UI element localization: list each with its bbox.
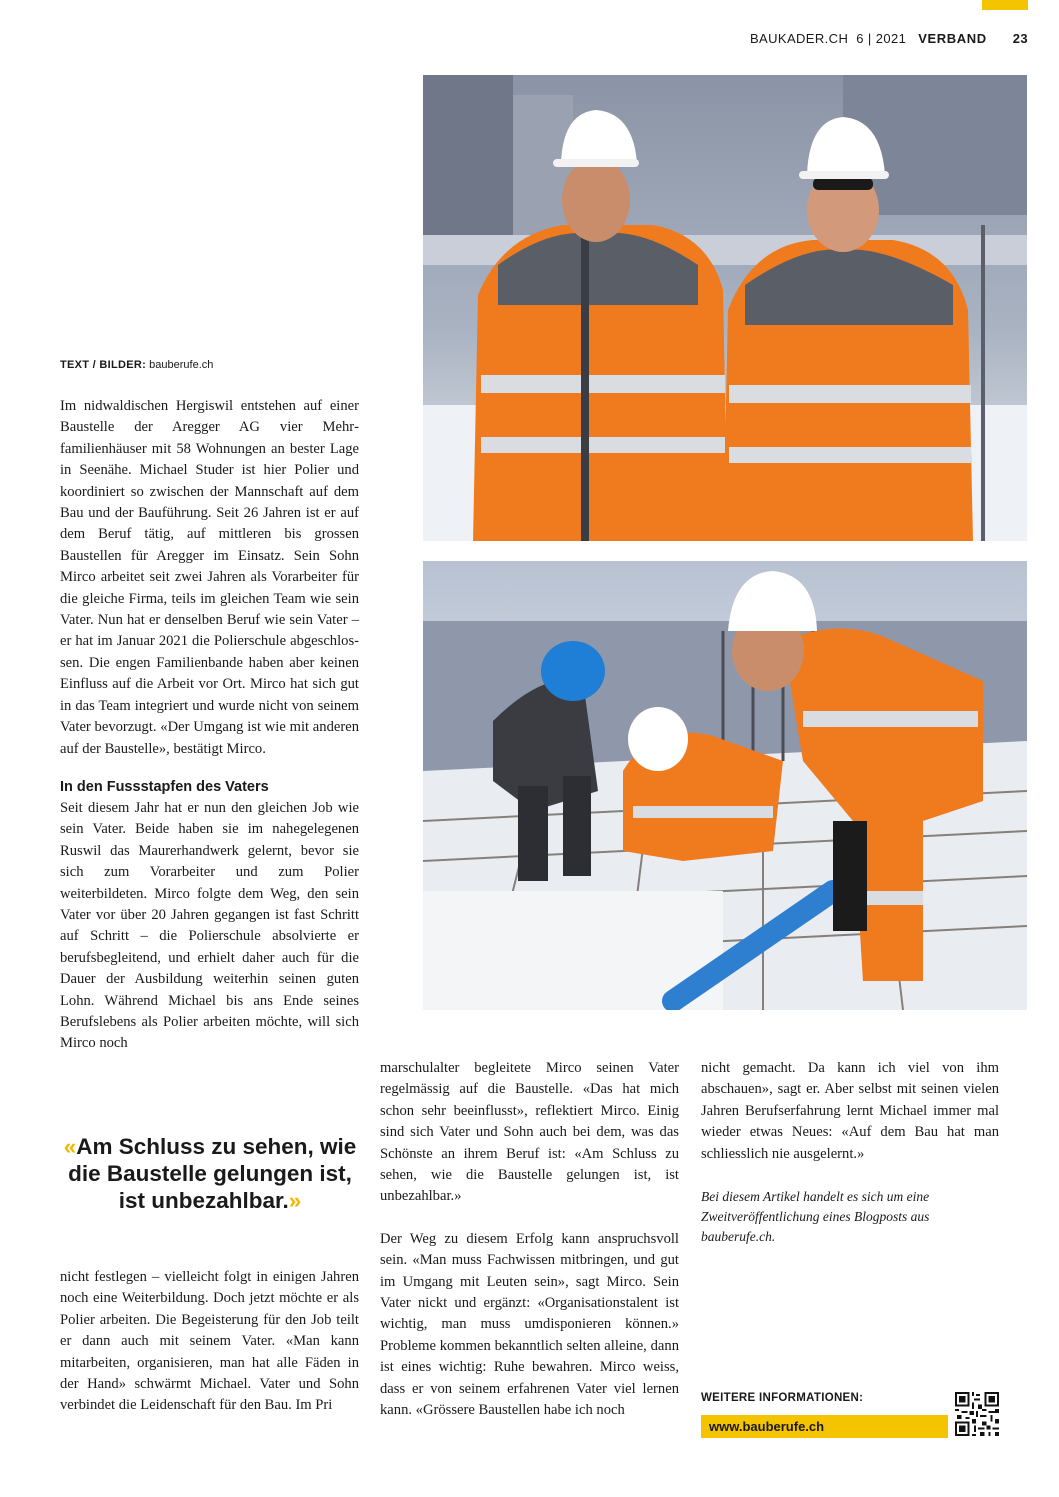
article-column-3: [701, 1058, 999, 1165]
republication-note: Bei diesem Artikel handelt es sich um eine Zweitveröffentlichung eines Blogposts aus bauberufe.ch.: [701, 1189, 930, 1244]
quote-text: Am Schluss zu sehen, wie die Baustelle gelungen ist, ist unbezahlbar.: [68, 1134, 357, 1213]
website-link[interactable]: www.bauberufe.ch: [701, 1415, 948, 1438]
photo-top-workers: [423, 75, 1027, 541]
section-color-tab: [982, 0, 1028, 10]
section-subheading: In den Fussstapfen des Vaters: [60, 778, 269, 795]
credit-value: bauberufe.ch: [149, 359, 214, 371]
qr-code-icon[interactable]: [955, 1392, 999, 1436]
article-column-1-continued: [60, 1267, 359, 1417]
pull-quote: [62, 1133, 358, 1214]
photo-credit: [60, 359, 213, 371]
photo-bottom-plan-inspection: [423, 561, 1027, 1010]
quote-open-mark: «: [63, 1134, 77, 1159]
more-info-label: WEITERE INFORMATIONEN:: [701, 1392, 864, 1404]
section-title: VERBAND: [918, 31, 987, 46]
publication-name: BAUKADER.CH: [749, 31, 849, 46]
page-number: 23: [1012, 31, 1028, 46]
body-paragraph: Seit diesem Jahr hat er nun den gleichen Job wie sein Vater. Beide haben sie im nahegelegenen Ruswil das Maurerhandwerk gelernt, bevor sie sich zum Vorarbeiter und zum Polier weiterbildeten. Mirco folgte dem Weg, den sein Vater vor über 20 Jahren gegangen ist fast Schritt auf Schritt – die Polierschule absolvierte er berufsbegleitend, und erhielt daher auch für die Dauer der Ausbildung weiterhin seinen guten Lohn. Während Michael bis ans Ende seines Berufslebens als Polier arbeiten möchte, will sich Mirco noch: [60, 799, 359, 1052]
body-paragraph: nicht gemacht. Da kann ich viel von ihm abschauen», sagt er. Aber selbst mit seinen vielen Jahren Berufserfahrung lernt Michael immer mal wieder etwas Neues: «Auf dem Bau hat man schliesslich nie ausgelernt.»: [701, 1060, 999, 1162]
intro-paragraph: Im nidwaldischen Hergiswil entstehen auf einer Baustelle der Aregger AG vier Mehrfamilienhäuser mit 58 Wohnungen an bester Lage in Seenähe. Michael Studer ist hier Polier und koordiniert so zwischen der Mannschaft auf dem Bau und der Bauführung. Seit 26 Jahren ist er auf dem Beruf tätig, auf mittleren bis grossen Baustellen für Aregger im Einsatz. Sein Sohn Mirco arbeitet seit zwei Jahren als Vorarbeiter für die gleiche Firma, teils im gleichen Team wie sein Vater. Nun hat er denselben Beruf wie sein Vater – er hat im Januar 2021 die Polierschule abgeschlossen. Die engen Familienbande haben aber keinen Einfluss auf die Arbeit vor Ort. Mirco hat sich gut in das Team integriert und wurde nicht von seinem Vater bevorzugt. «Der Umgang ist wie mit anderen auf der Baustelle», bestätigt Mirco.: [60, 398, 359, 757]
two-workers-in-orange-safety-jackets-photo: [423, 75, 1027, 541]
body-paragraph: Der Weg zu diesem Erfolg kann anspruchsvoll sein. «Man muss Fachwissen mitbringen, und gut im Umgang mit Leuten sein», sagt Mirco. Sein Vater nickt und ergänzt: «Organisationstalent ist wichtig, man muss umdisponieren können.» Probleme kommen bekanntlich selten alleine, dann ist eines wichtig: Ruhe bewahren. Mirco weiss, dass er von seinem erfahrenen Vater viel lernen kann. «Grössere Baustellen habe ich noch: [380, 1230, 679, 1419]
article-column-2: [380, 1058, 679, 1422]
page-header: [700, 31, 1028, 46]
quote-close-mark: »: [288, 1188, 302, 1213]
issue-number: 6 | 2021: [856, 31, 907, 46]
credit-label: TEXT / BILDER:: [60, 359, 147, 371]
workers-inspecting-plan-on-rebar-photo: [423, 561, 1027, 1010]
article-column-1: [60, 396, 359, 1055]
body-paragraph: marschulalter begleitete Mirco seinen Vater regelmässig auf die Baustelle. «Das hat mich schon sehr beeinflusst», reflektiert Mirco. Einig sind sich Vater und Sohn auch bei dem, was das Schönste an ihrem Beruf ist: «Am Schluss zu sehen, wie die Baustelle gelungen ist, ist unbezahlbar.»: [380, 1060, 679, 1205]
body-paragraph-continued: nicht festlegen – vielleicht folgt in einigen Jahren noch eine Weiterbildung. Doch jetzt möchte er als Polier arbeiten. Die Begeisterung für den Job teilt er dann auch mit seinem Vater. «Man kann mitarbeiten, organisieren, man hat alle Fäden in der Hand» schwärmt Michael. Vater und Sohn verbindet die Leidenschaft für den Bau. Im Pri: [60, 1269, 359, 1414]
